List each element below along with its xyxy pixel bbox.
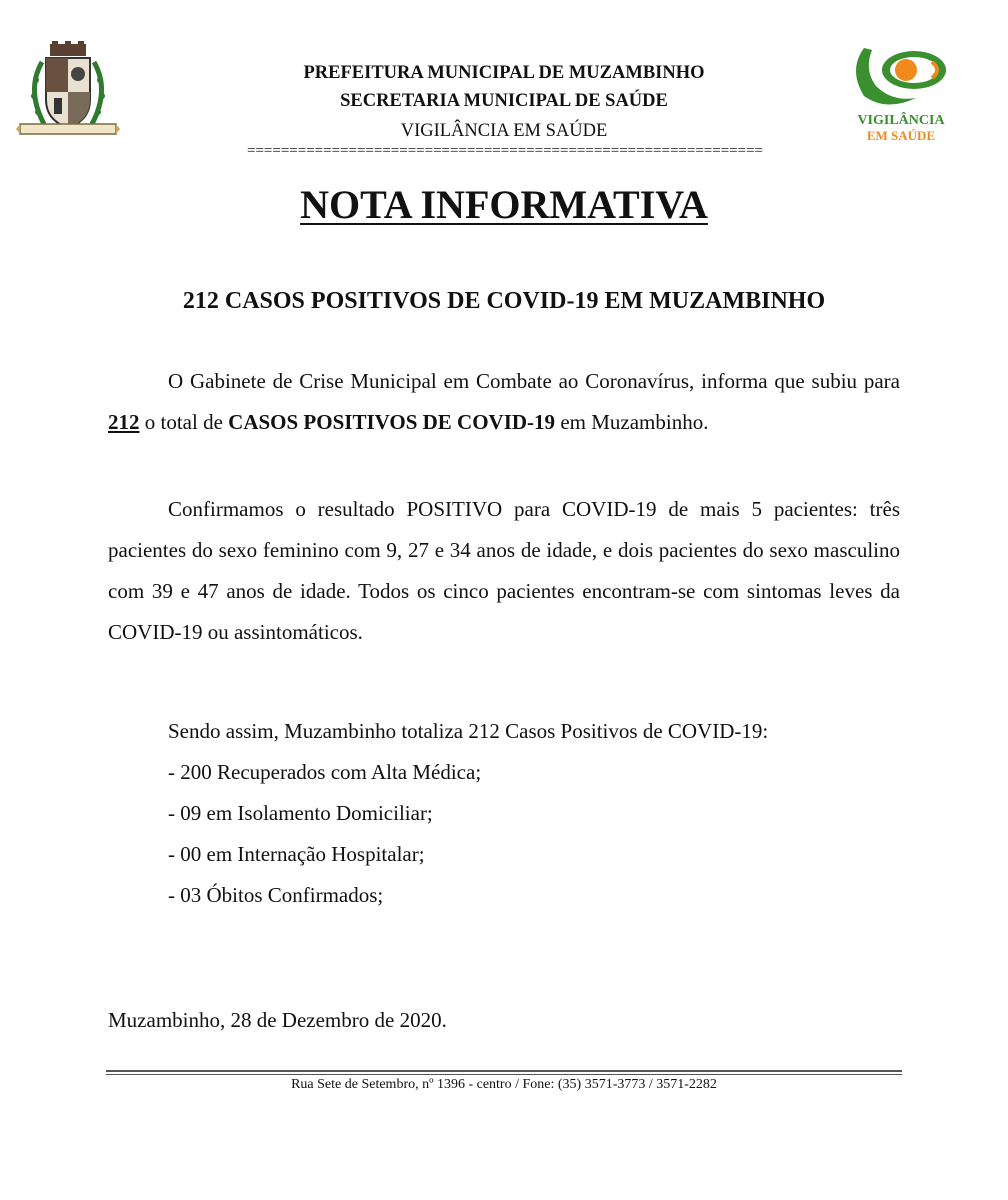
summary-intro: Sendo assim, Muzambinho totaliza 212 Casos Positivos de COVID-19: [168,719,769,743]
document-title [0,182,1008,228]
header-line-prefeitura: PREFEITURA MUNICIPAL DE MUZAMBINHO [303,63,705,83]
summary-item-deaths: - 03 Óbitos Confirmados; [168,883,384,907]
para1-text-1: O Gabinete de Crise Municipal em Combate ao Coronavírus, informa que subiu para [168,369,900,393]
paragraph-total-cases [108,361,900,443]
footer-rule-thick [106,1070,902,1072]
vigilancia-logo-line1: VIGILÂNCIA [857,113,945,128]
para1-text-2: o total de [139,410,229,434]
summary-item-home-isolation: - 09 em Isolamento Domiciliar; [168,801,433,825]
vigilancia-logo [846,40,956,144]
footer-address: Rua Sete de Setembro, nº 1396 - centro / Fone: (35) 3571-3773 / 3571-2282 [291,1077,717,1092]
paragraph-new-cases: Confirmamos o resultado POSITIVO para COVID-19 de mais 5 pacientes: três pacientes do sexo feminino com 9, 27 e 34 anos de idade, e dois pacientes do sexo masculino com 39 e 47 anos de idade. Todos os cinco pacientes encontram-se com sintomas leves da COVID-19 ou assintomáticos. [108,497,900,644]
vigilancia-logo-line2: EM SAÚDE [866,128,936,143]
header-line-vigilancia: VIGILÂNCIA EM SAÚDE [400,121,608,141]
para1-text-3: em Muzambinho. [555,410,709,434]
para1-total-number: 212 [108,410,140,434]
document-date: Muzambinho, 28 de Dezembro de 2020. [108,1008,447,1032]
summary-item-recovered: - 200 Recuperados com Alta Médica; [168,760,482,784]
header-separator: ============================================================= [246,143,764,159]
header-line-secretaria: SECRETARIA MUNICIPAL DE SAÚDE [340,91,668,111]
summary-item-hospitalized: - 00 em Internação Hospitalar; [168,842,425,866]
document-subtitle: 212 CASOS POSITIVOS DE COVID-19 EM MUZAMBINHO [182,288,826,314]
vigilancia-eye-icon [846,40,956,110]
document-title-text: NOTA INFORMATIVA [300,182,708,227]
para1-bold-text: CASOS POSITIVOS DE COVID-19 [228,410,556,434]
